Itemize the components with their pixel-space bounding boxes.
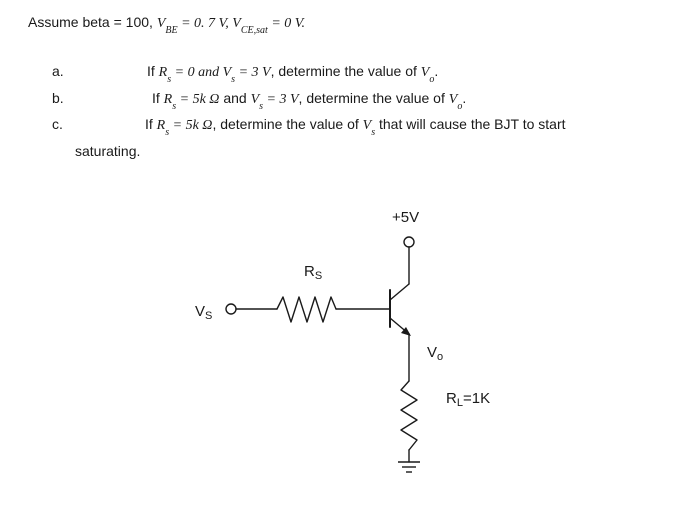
rl-resistor [401,381,417,450]
rs-symbol: R [158,65,168,80]
vcesat-subscript: CE,sat [240,25,268,36]
rs-label: $R_S$ [304,263,323,282]
rs-value: = 5k Ω [176,92,220,107]
question-a-text: If [147,63,159,79]
question-c-continuation: saturating. [75,143,141,159]
vs-symbol: V [362,118,372,133]
vs-label: $V_S$ [195,303,213,322]
vo-label: $V_o$ [427,344,444,363]
supply-terminal [404,237,414,247]
vs-symbol: V [222,65,232,80]
rs-symbol: R [156,118,166,133]
rs-subscript: s [165,127,170,138]
rs-subscript: s [172,101,177,112]
vbe-symbol: V [156,16,166,31]
supply-label: +5V [392,209,420,226]
question-b-text: If [152,90,164,106]
question-c-marker: c. [52,116,63,132]
vo-symbol: V [448,92,458,107]
rs-subscript: s [167,74,172,85]
ground-symbol [398,462,420,472]
vbe-value: = 0. 7 V, [177,16,233,31]
vcesat-symbol: V [232,16,241,31]
vo-subscript: o [457,101,463,112]
question-a-marker: a. [52,63,64,79]
rs-resistor [277,297,336,322]
question-b-text-2: , determine the value of [298,90,449,106]
question-c-text-2: , determine the value of [212,116,363,132]
question-a-text-2: , determine the value of [270,63,421,79]
period: . [462,90,467,106]
vo-subscript: o [429,74,435,85]
period: . [434,63,439,79]
header-prefix: Assume beta = 100, [28,14,157,30]
question-c-text-3: that will cause the BJT to start [375,116,566,132]
vbe-subscript: BE [165,25,178,36]
vs-terminal [226,304,236,314]
rl-label: $R_L=1K$ [446,390,491,409]
vs-subscript: s [259,101,264,112]
question-b-and: and [219,90,251,106]
vs-symbol: V [250,92,260,107]
rs-value: = 5k Ω [169,118,213,133]
question-b-marker: b. [52,90,64,106]
rs-value: = 0 and [171,65,223,80]
transistor-collector [390,284,409,300]
question-c-text: If [145,116,157,132]
vcesat-value: = 0 V. [267,16,306,31]
vs-subscript: s [231,74,236,85]
rs-symbol: R [163,92,173,107]
vs-value: = 3 V [263,92,299,107]
vo-symbol: V [420,65,430,80]
vs-value: = 3 V [235,65,271,80]
vs-subscript: s [371,127,376,138]
